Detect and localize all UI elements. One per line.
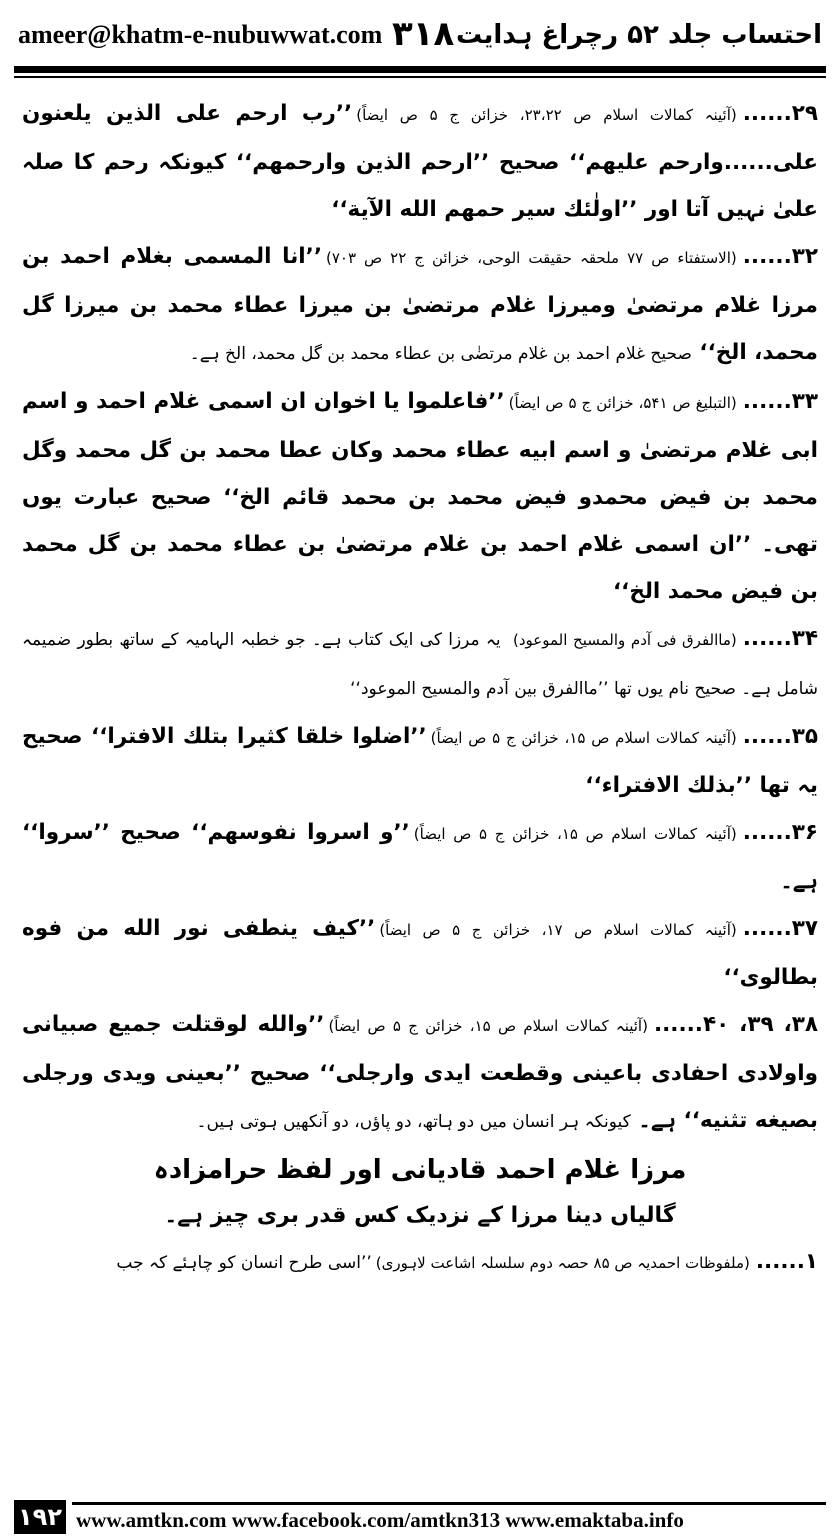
entry-number: ۳۸، ۳۹، ۴۰...... <box>653 1012 818 1037</box>
entry-number: ۳۲...... <box>742 244 818 269</box>
entry-36 <box>22 809 818 905</box>
entry-reference: (ملفوظات احمدیہ ص ۸۵ حصہ دوم سلسلہ اشاعت لاہوری) <box>375 1254 750 1272</box>
entry-reference: (آئینہ کمالات اسلام ص ۲۳،۲۲، خزائن ج ۵ ص ایضاً) <box>356 106 737 124</box>
entry-35 <box>22 713 818 809</box>
entry-text: ’’و اسروا نفوسهم‘‘ صحیح ’’سروا‘‘ ہے۔ <box>22 820 818 894</box>
entry-reference: (التبلیغ ص ۵۴۱، خزائن ج ۵ ص ایضاً) <box>508 394 737 412</box>
entry-37 <box>22 905 818 1001</box>
entry-note: یہ مرزا کی ایک کتاب ہے۔ جو خطبہ الہامیہ کے ساتھ بطور ضمیمہ شامل ہے۔ صحیح نام یوں تھا ’’ماالفرق بین آدم والمسیح الموعود‘‘ <box>22 630 818 699</box>
entry-text: ’’انا المسمی بغلام احمد بن مرزا غلام مرتضیٰ ومیرزا غلام مرتضیٰ بن میرزا عطاء محمد بن میرزا گل محمد، الخ‘‘ <box>22 244 818 365</box>
header-page-number: ۳۱۸ <box>392 14 455 54</box>
header-rule-thick <box>14 66 826 73</box>
entry-reference: (الاستفتاء ص ۷۷ ملحقہ حقیقت الوحی، خزائن ج ۲۲ ص ۷۰۳) <box>326 249 737 267</box>
page-header <box>14 10 826 66</box>
entry-reference: (ماالفرق فی آدم والمسیح الموعود) <box>513 631 737 649</box>
entry-note: کیونکہ ہر انسان میں دو ہاتھ، دو پاؤں، دو آنکھیں ہوتی ہیں۔ <box>196 1112 631 1132</box>
entry-note: ’’اسی طرح انسان کو چاہئے کہ جب <box>116 1253 372 1273</box>
entry-text: ’’کیف ینطفی نور الله من فوه بطالوی‘‘ <box>22 916 818 990</box>
entry-note: صحیح غلام احمد بن غلام مرتضٰی بن عطاء محمد بن گل محمد، الخ ہے۔ <box>189 344 692 364</box>
entry-34 <box>22 615 818 713</box>
entry-1 <box>22 1238 818 1287</box>
header-title: احتساب جلد ۵۲ رچراغ ہدایت <box>456 20 822 50</box>
entry-number: ۳۷...... <box>742 916 818 941</box>
entry-29 <box>22 90 818 233</box>
entry-33 <box>22 378 818 615</box>
entry-text: ’’فاعلموا یا اخوان ان اسمی غلام احمد و اسم ابی غلام مرتضیٰ و اسم ابیه عطاء محمد وکان عطا محمد بن گل محمد وگل محمد بن فیض محمدو فیض محمد بن محمد قائم الخ‘‘ صحیح عبارت یوں تھی۔ ’’ان اسمی غلام احمد بن غلام مرتضیٰ بن عطاء محمد بن گل محمد بن فیض محمد الخ‘‘ <box>22 389 818 604</box>
entry-text: ’’والله لوقتلت جمیع صبیانی واولادی احفادی باعینی وقطعت ایدی وارجلی‘‘ صحیح ’’بعینی ویدی ورجلی بصیغه تثنیه‘‘ ہے۔ <box>22 1012 818 1133</box>
entry-number: ۱...... <box>755 1249 818 1274</box>
entry-32 <box>22 233 818 378</box>
header-rule-thin <box>14 76 826 78</box>
footer-rule <box>72 1502 826 1505</box>
entry-reference: (آئینہ کمالات اسلام ص ۱۵، خزائن ج ۵ ص ایضاً) <box>328 1017 648 1035</box>
footer-urls[interactable]: www.amtkn.com www.facebook.com/amtkn313 www.emaktaba.info <box>76 1508 684 1532</box>
entry-number: ۳۴...... <box>742 626 818 651</box>
entry-number: ۳۵...... <box>742 724 818 749</box>
header-email[interactable]: ameer@khatm-e-nubuwwat.com <box>18 20 383 49</box>
entry-reference: (آئینہ کمالات اسلام ص ۱۵، خزائن ج ۵ ص ایضاً) <box>430 729 737 747</box>
footer-page-number: ۱۹۲ <box>14 1500 66 1534</box>
entry-text: ’’اضلوا خلقا کثیرا بتلك الافترا‘‘ صحیح یہ تھا ’’بذلك الافتراء‘‘ <box>22 724 818 798</box>
section-subheading: گالیاں دینا مرزا کے نزدیک کس قدر بری چیز ہے۔ <box>164 1203 676 1228</box>
page-footer <box>14 1500 826 1534</box>
entry-number: ۳۳...... <box>742 389 818 414</box>
entry-reference: (آئینہ کمالات اسلام ص ۱۷، خزائن ج ۵ ص ایضاً) <box>379 921 737 939</box>
section-heading: مرزا غلام احمد قادیانی اور لفظ حرامزادہ <box>153 1155 687 1185</box>
entry-text: ’’رب ارحم علی الذین یلعنون علی......وارحم علیهم‘‘ صحیح ’’ارحم الذین وارحمهم‘‘ کیونکہ رحم کا صلہ علیٰ نہیں آتا اور ’’اولٰئك سیر حمهم الله الآیة‘‘ <box>22 101 818 222</box>
entry-38-40 <box>22 1001 818 1146</box>
page-body <box>22 90 818 1480</box>
entry-number: ۳۶...... <box>742 820 818 845</box>
entry-number: ۲۹...... <box>742 101 818 126</box>
entry-reference: (آئینہ کمالات اسلام ص ۱۵، خزائن ج ۵ ص ایضاً) <box>413 825 737 843</box>
